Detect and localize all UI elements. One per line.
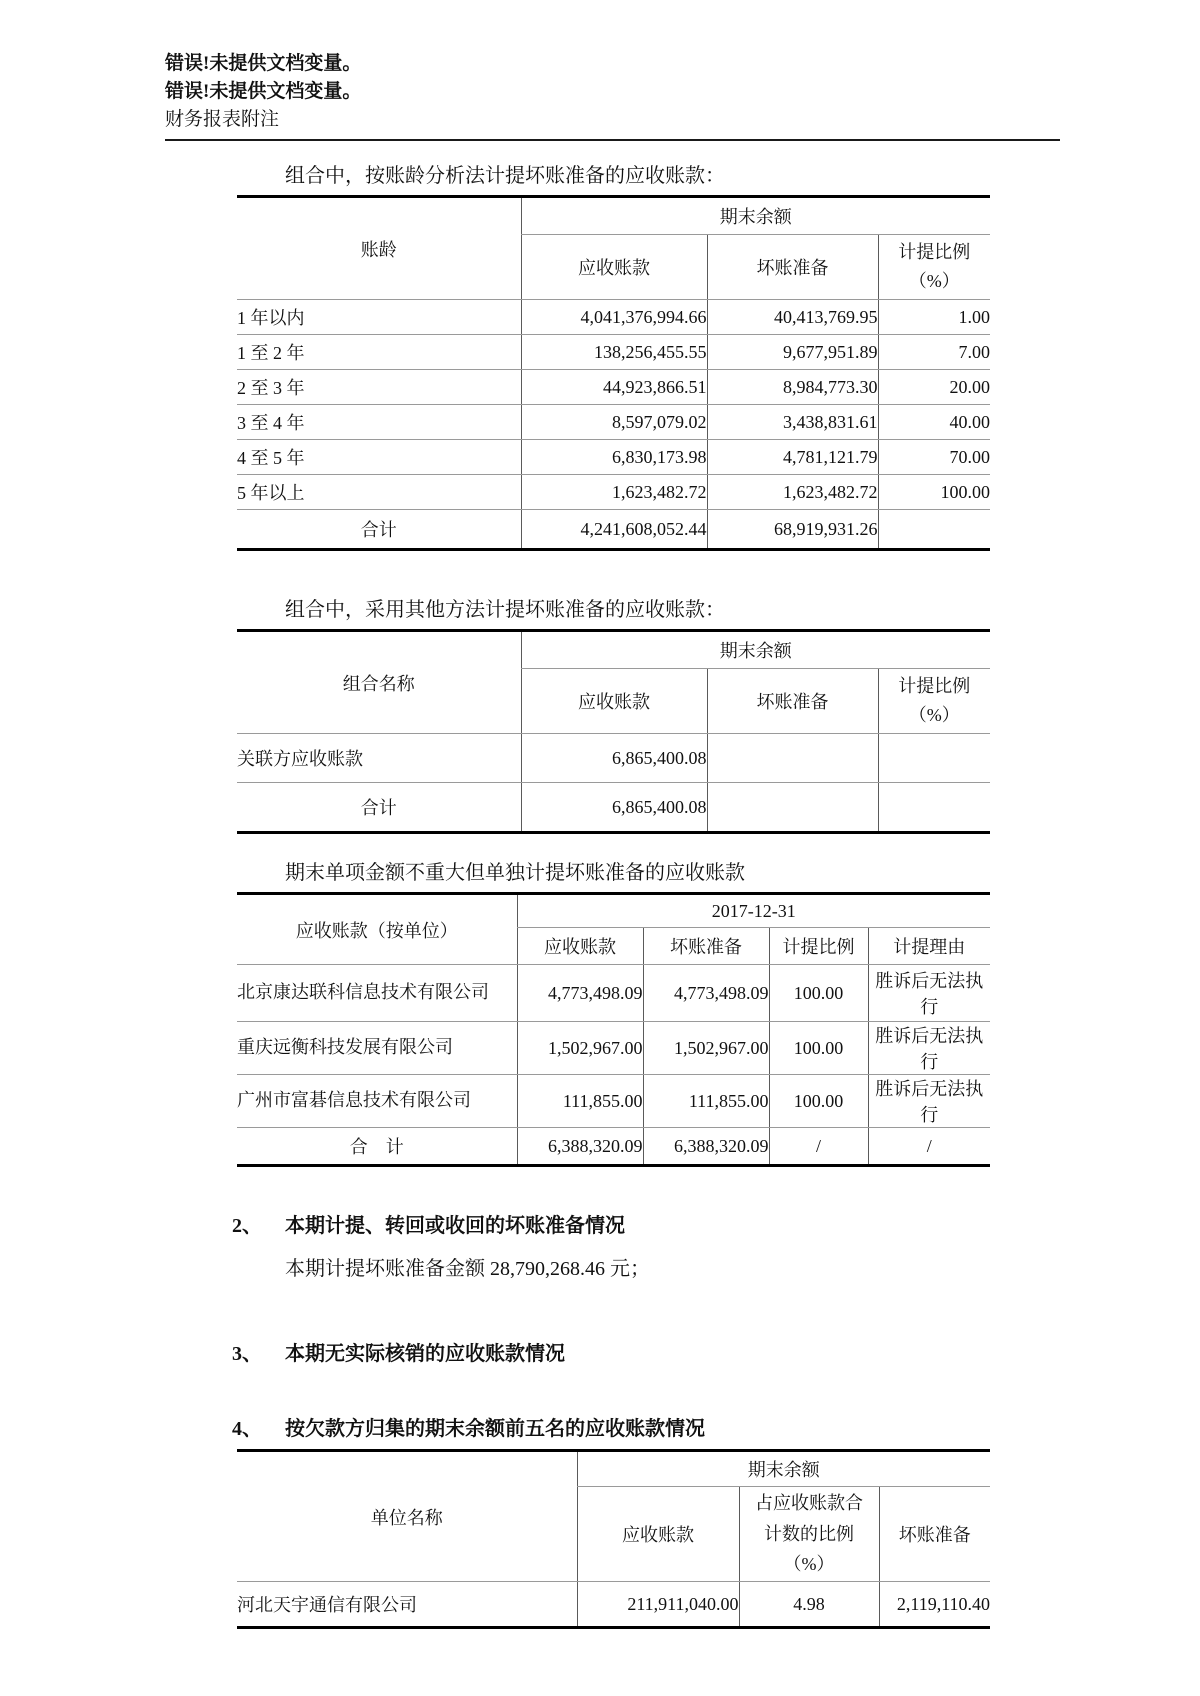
header-bad-debt: 坏账准备 bbox=[707, 669, 878, 734]
cell-receivable: 6,865,400.08 bbox=[521, 734, 707, 783]
header-provision-reason: 计提理由 bbox=[868, 928, 990, 965]
aging-analysis-table bbox=[237, 195, 990, 551]
cell-aging-label: 2 至 3 年 bbox=[237, 370, 521, 405]
table-row bbox=[237, 965, 990, 1022]
header-provision-ratio: 计提比例 bbox=[769, 928, 868, 965]
cell-bad-debt: 1,502,967.00 bbox=[643, 1022, 769, 1075]
header-bad-debt: 坏账准备 bbox=[643, 928, 769, 965]
cell-bad-debt: 8,984,773.30 bbox=[707, 370, 878, 405]
header-bad-debt: 坏账准备 bbox=[707, 235, 878, 300]
header-provision-ratio-line2: （%） bbox=[908, 271, 960, 291]
cell-ratio: 1.00 bbox=[878, 300, 990, 335]
table-total-row bbox=[237, 1128, 990, 1166]
cell-receivable: 138,256,455.55 bbox=[521, 335, 707, 370]
other-method-table bbox=[237, 629, 990, 834]
other-method-table-title: 组合中，采用其他方法计提坏账准备的应收账款： bbox=[285, 599, 725, 621]
section-2-number: 2、 bbox=[232, 1215, 262, 1237]
cell-ratio: 100.00 bbox=[769, 965, 868, 1022]
cell-ratio: 100.00 bbox=[769, 1075, 868, 1128]
table-row bbox=[237, 1582, 990, 1628]
cell-ratio: 4.98 bbox=[739, 1582, 879, 1628]
individual-provision-table-title: 期末单项金额不重大但单独计提坏账准备的应收账款 bbox=[285, 862, 745, 884]
cell-total-bad-debt: 6,388,320.09 bbox=[643, 1128, 769, 1166]
cell-total-label: 合 计 bbox=[349, 1137, 404, 1157]
header-closing-balance: 期末余额 bbox=[577, 1451, 990, 1487]
cell-portfolio-label: 关联方应收账款 bbox=[237, 734, 521, 783]
header-receivable-by-unit: 应收账款（按单位） bbox=[237, 894, 517, 965]
cell-bad-debt: 40,413,769.95 bbox=[707, 300, 878, 335]
cell-aging-label: 1 至 2 年 bbox=[237, 335, 521, 370]
cell-ratio: 70.00 bbox=[878, 440, 990, 475]
header-receivable: 应收账款 bbox=[517, 928, 643, 965]
header-closing-balance: 期末余额 bbox=[521, 631, 990, 669]
document-header bbox=[165, 50, 1060, 141]
header-aging: 账龄 bbox=[237, 197, 521, 300]
section-2 bbox=[232, 1209, 1060, 1238]
header-provision-ratio-line2: （%） bbox=[908, 705, 960, 725]
section-4-number: 4、 bbox=[232, 1418, 262, 1440]
cell-bad-debt bbox=[707, 734, 878, 783]
header-provision-ratio-line1: 计提比例 bbox=[898, 676, 971, 697]
cell-company-name: 广州市富碁信息技术有限公司 bbox=[237, 1075, 517, 1128]
header-date: 2017-12-31 bbox=[517, 894, 990, 928]
cell-receivable: 111,855.00 bbox=[517, 1075, 643, 1128]
section-3-heading: 本期无实际核销的应收账款情况 bbox=[285, 1343, 565, 1365]
header-receivable: 应收账款 bbox=[577, 1487, 739, 1582]
header-provision-ratio bbox=[878, 669, 990, 734]
cell-total-receivable: 4,241,608,052.44 bbox=[521, 510, 707, 550]
table-row bbox=[237, 370, 990, 405]
cell-total-ratio: / bbox=[769, 1128, 868, 1166]
section-3 bbox=[232, 1337, 1060, 1366]
cell-aging-label: 3 至 4 年 bbox=[237, 405, 521, 440]
header-closing-balance: 期末余额 bbox=[521, 197, 990, 235]
cell-total-label: 合计 bbox=[360, 520, 397, 540]
top-five-debtors-table bbox=[237, 1449, 990, 1629]
table-row bbox=[237, 734, 990, 783]
cell-bad-debt: 111,855.00 bbox=[643, 1075, 769, 1128]
cell-total-ratio bbox=[878, 783, 990, 833]
table-row bbox=[237, 405, 990, 440]
table-header-group-row bbox=[237, 197, 990, 235]
section-2-body: 本期计提坏账准备金额 28,790,268.46 元； bbox=[285, 1258, 650, 1280]
cell-bad-debt: 1,623,482.72 bbox=[707, 475, 878, 510]
cell-bad-debt: 9,677,951.89 bbox=[707, 335, 878, 370]
cell-aging-label: 1 年以内 bbox=[237, 300, 521, 335]
header-proportion-line2: 计数的比例 bbox=[764, 1523, 854, 1544]
section-4-heading: 按欠款方归集的期末余额前五名的应收账款情况 bbox=[285, 1418, 705, 1440]
cell-receivable: 211,911,040.00 bbox=[577, 1582, 739, 1628]
cell-ratio: 100.00 bbox=[769, 1022, 868, 1075]
table-row bbox=[237, 1075, 990, 1128]
header-provision-ratio bbox=[878, 235, 990, 300]
header-unit-name: 单位名称 bbox=[237, 1451, 577, 1582]
cell-receivable: 44,923,866.51 bbox=[521, 370, 707, 405]
table-row bbox=[237, 475, 990, 510]
cell-company-name: 北京康达联科信息技术有限公司 bbox=[237, 965, 517, 1022]
cell-bad-debt: 3,438,831.61 bbox=[707, 405, 878, 440]
cell-aging-label: 5 年以上 bbox=[237, 475, 521, 510]
cell-total-ratio bbox=[878, 510, 990, 550]
cell-ratio bbox=[878, 734, 990, 783]
cell-reason: 胜诉后无法执行 bbox=[868, 1075, 990, 1128]
cell-receivable: 4,773,498.09 bbox=[517, 965, 643, 1022]
table-header-group-row bbox=[237, 894, 990, 928]
cell-receivable: 6,830,173.98 bbox=[521, 440, 707, 475]
cell-ratio: 100.00 bbox=[878, 475, 990, 510]
header-receivable: 应收账款 bbox=[521, 669, 707, 734]
aging-table-title: 组合中，按账龄分析法计提坏账准备的应收账款： bbox=[285, 165, 725, 187]
section-2-heading: 本期计提、转回或收回的坏账准备情况 bbox=[285, 1215, 625, 1237]
header-receivable: 应收账款 bbox=[521, 235, 707, 300]
cell-bad-debt: 2,119,110.40 bbox=[879, 1582, 990, 1628]
table-row bbox=[237, 440, 990, 475]
cell-bad-debt: 4,773,498.09 bbox=[643, 965, 769, 1022]
section-4 bbox=[232, 1412, 1060, 1441]
cell-aging-label: 4 至 5 年 bbox=[237, 440, 521, 475]
table-row bbox=[237, 300, 990, 335]
cell-total-label: 合计 bbox=[360, 798, 397, 818]
individual-provision-table bbox=[237, 892, 990, 1167]
cell-reason: 胜诉后无法执行 bbox=[868, 965, 990, 1022]
cell-receivable: 1,623,482.72 bbox=[521, 475, 707, 510]
cell-ratio: 7.00 bbox=[878, 335, 990, 370]
table-header-group-row bbox=[237, 1451, 990, 1487]
cell-ratio: 20.00 bbox=[878, 370, 990, 405]
table-row bbox=[237, 335, 990, 370]
header-portfolio-name: 组合名称 bbox=[237, 631, 521, 734]
cell-ratio: 40.00 bbox=[878, 405, 990, 440]
table-header-group-row bbox=[237, 631, 990, 669]
cell-total-receivable: 6,388,320.09 bbox=[517, 1128, 643, 1166]
header-provision-ratio-line1: 计提比例 bbox=[898, 242, 971, 263]
error-variable-line-1: 错误!未提供文档变量。 bbox=[165, 53, 362, 74]
cell-company-name: 河北天宇通信有限公司 bbox=[237, 1595, 417, 1615]
error-variable-line-2: 错误!未提供文档变量。 bbox=[165, 81, 362, 102]
cell-total-reason: / bbox=[868, 1128, 990, 1166]
cell-total-bad-debt: 68,919,931.26 bbox=[707, 510, 878, 550]
cell-total-receivable: 6,865,400.08 bbox=[521, 783, 707, 833]
section-3-number: 3、 bbox=[232, 1343, 262, 1365]
cell-receivable: 4,041,376,994.66 bbox=[521, 300, 707, 335]
cell-reason: 胜诉后无法执行 bbox=[868, 1022, 990, 1075]
table-row bbox=[237, 1022, 990, 1075]
cell-receivable: 1,502,967.00 bbox=[517, 1022, 643, 1075]
table-total-row bbox=[237, 510, 990, 550]
header-proportion-line1: 占应收账款合 bbox=[755, 1493, 863, 1514]
header-bad-debt: 坏账准备 bbox=[879, 1487, 990, 1582]
document-subtitle: 财务报表附注 bbox=[165, 109, 280, 130]
cell-company-name: 重庆远衡科技发展有限公司 bbox=[237, 1022, 517, 1075]
header-proportion bbox=[739, 1487, 879, 1582]
cell-receivable: 8,597,079.02 bbox=[521, 405, 707, 440]
table-total-row bbox=[237, 783, 990, 833]
cell-bad-debt: 4,781,121.79 bbox=[707, 440, 878, 475]
cell-total-bad-debt bbox=[707, 783, 878, 833]
header-proportion-line3: （%） bbox=[783, 1554, 835, 1575]
